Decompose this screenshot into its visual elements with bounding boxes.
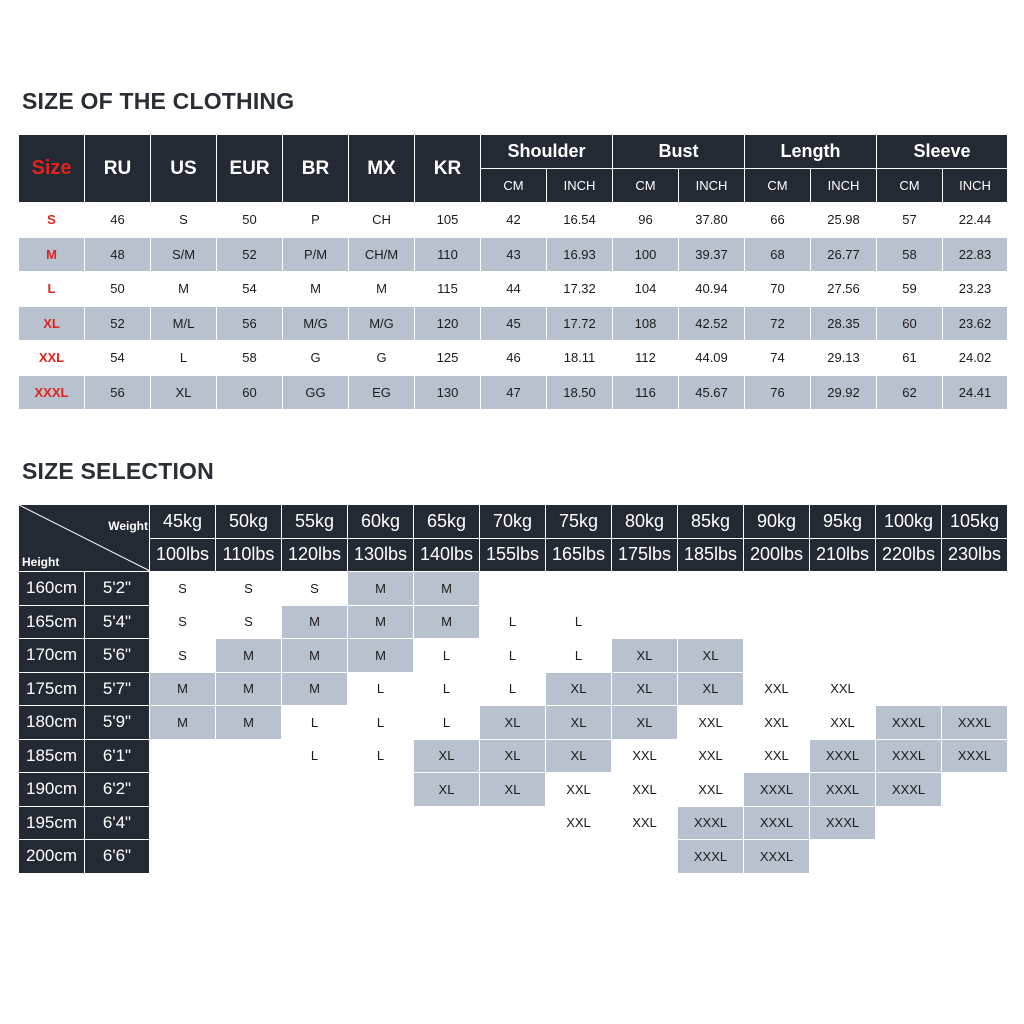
bust-inch-header: INCH [679, 169, 745, 203]
weight-kg-header: 70kg [480, 505, 546, 539]
br-header: BR [283, 135, 349, 203]
eur-header: EUR [217, 135, 283, 203]
weight-kg-header: 90kg [744, 505, 810, 539]
size-value-cell: S [151, 203, 217, 238]
size-value-cell: 74 [745, 341, 811, 376]
size-value-cell: 18.50 [547, 375, 613, 409]
size-recommendation-cell: XXL [612, 773, 678, 807]
size-recommendation-cell: XL [678, 639, 744, 673]
size-recommendation-cell: XXL [612, 739, 678, 773]
length-cm-header: CM [745, 169, 811, 203]
shoulder-inch-header: INCH [547, 169, 613, 203]
mx-header: MX [349, 135, 415, 203]
weight-lbs-header: 230lbs [942, 538, 1008, 572]
size-recommendation-cell: XXXL [744, 806, 810, 840]
weight-lbs-header: 185lbs [678, 538, 744, 572]
size-value-cell: 60 [877, 306, 943, 341]
size-value-cell: 42.52 [679, 306, 745, 341]
size-row [19, 272, 1008, 307]
size-value-cell: 45 [481, 306, 547, 341]
ru-header: RU [85, 135, 151, 203]
size-value-cell: 43 [481, 237, 547, 272]
size-recommendation-cell: S [150, 572, 216, 606]
sleeve-inch-header: INCH [943, 169, 1008, 203]
size-recommendation-cell: L [348, 672, 414, 706]
us-header: US [151, 135, 217, 203]
size-value-cell: 108 [613, 306, 679, 341]
size-recommendation-cell [810, 840, 876, 874]
size-value-cell: 58 [217, 341, 283, 376]
weight-kg-header: 95kg [810, 505, 876, 539]
size-recommendation-cell [150, 773, 216, 807]
size-value-cell: 112 [613, 341, 679, 376]
size-recommendation-cell [942, 806, 1008, 840]
size-recommendation-cell [942, 572, 1008, 606]
size-value-cell: 56 [217, 306, 283, 341]
size-label-cell: XL [19, 306, 85, 341]
size-value-cell: P/M [283, 237, 349, 272]
size-recommendation-cell: S [150, 605, 216, 639]
size-recommendation-cell: XXXL [942, 739, 1008, 773]
size-value-cell: 100 [613, 237, 679, 272]
size-recommendation-cell: M [348, 605, 414, 639]
weight-lbs-header: 175lbs [612, 538, 678, 572]
size-value-cell: M/G [283, 306, 349, 341]
size-value-cell: 105 [415, 203, 481, 238]
size-recommendation-cell: L [414, 706, 480, 740]
size-recommendation-cell [348, 806, 414, 840]
size-value-cell: 17.72 [547, 306, 613, 341]
size-value-cell: 26.77 [811, 237, 877, 272]
size-value-cell: 116 [613, 375, 679, 409]
size-value-cell: 61 [877, 341, 943, 376]
size-recommendation-cell: XL [612, 706, 678, 740]
size-value-cell: 48 [85, 237, 151, 272]
height-row [19, 605, 1008, 639]
size-recommendation-cell [282, 773, 348, 807]
size-label-cell: M [19, 237, 85, 272]
size-recommendation-cell [216, 840, 282, 874]
size-recommendation-cell: XXL [744, 739, 810, 773]
size-value-cell: 76 [745, 375, 811, 409]
size-value-cell: 50 [217, 203, 283, 238]
height-row [19, 639, 1008, 673]
size-label-cell: XXL [19, 341, 85, 376]
size-value-cell: 72 [745, 306, 811, 341]
size-label-cell: XXXL [19, 375, 85, 409]
height-cm-header: 175cm [19, 672, 85, 706]
size-value-cell: CH/M [349, 237, 415, 272]
size-value-cell: M/L [151, 306, 217, 341]
height-row [19, 672, 1008, 706]
size-recommendation-cell: XXXL [810, 739, 876, 773]
size-value-cell: M/G [349, 306, 415, 341]
size-value-cell: 46 [481, 341, 547, 376]
size-recommendation-cell [216, 806, 282, 840]
sleeve-cm-header: CM [877, 169, 943, 203]
weight-kg-header: 45kg [150, 505, 216, 539]
size-value-cell: M [151, 272, 217, 307]
height-ft-header: 6'1" [85, 739, 150, 773]
size-value-cell: 130 [415, 375, 481, 409]
weight-kg-header: 55kg [282, 505, 348, 539]
size-recommendation-cell [810, 572, 876, 606]
size-recommendation-cell [414, 840, 480, 874]
size-recommendation-cell: XXL [810, 706, 876, 740]
size-recommendation-cell: XL [546, 706, 612, 740]
size-value-cell: 18.11 [547, 341, 613, 376]
height-ft-header: 5'9" [85, 706, 150, 740]
height-cm-header: 160cm [19, 572, 85, 606]
weight-lbs-header: 120lbs [282, 538, 348, 572]
size-chart-table [18, 135, 1008, 409]
bust-header: Bust [613, 135, 745, 169]
weight-lbs-header: 200lbs [744, 538, 810, 572]
size-value-cell: G [283, 341, 349, 376]
size-recommendation-cell [216, 739, 282, 773]
size-recommendation-cell: XL [678, 672, 744, 706]
size-value-cell: 46 [85, 203, 151, 238]
size-value-cell: 16.54 [547, 203, 613, 238]
height-ft-header: 5'4" [85, 605, 150, 639]
weight-kg-header: 100kg [876, 505, 942, 539]
size-value-cell: 25.98 [811, 203, 877, 238]
size-recommendation-cell: L [348, 739, 414, 773]
size-value-cell: 70 [745, 272, 811, 307]
size-recommendation-cell [942, 605, 1008, 639]
size-recommendation-cell [282, 806, 348, 840]
size-recommendation-cell: M [150, 706, 216, 740]
size-recommendation-cell [150, 840, 216, 874]
size-value-cell: S/M [151, 237, 217, 272]
size-recommendation-cell: XXL [744, 672, 810, 706]
size-recommendation-cell: L [282, 706, 348, 740]
size-value-cell: 16.93 [547, 237, 613, 272]
size-value-cell: 125 [415, 341, 481, 376]
size-selection-title: SIZE SELECTION [22, 458, 214, 484]
size-recommendation-cell [150, 806, 216, 840]
size-recommendation-cell: L [348, 706, 414, 740]
size-value-cell: 52 [217, 237, 283, 272]
size-recommendation-cell [150, 739, 216, 773]
size-value-cell: 120 [415, 306, 481, 341]
weight-kg-header: 50kg [216, 505, 282, 539]
height-row [19, 572, 1008, 606]
size-recommendation-cell: XL [480, 739, 546, 773]
size-recommendation-cell: M [216, 672, 282, 706]
size-recommendation-cell [876, 605, 942, 639]
size-recommendation-cell: L [282, 739, 348, 773]
size-recommendation-cell: XXXL [744, 773, 810, 807]
size-recommendation-cell: XXL [810, 672, 876, 706]
size-recommendation-cell: S [282, 572, 348, 606]
height-row [19, 706, 1008, 740]
size-recommendation-cell: M [348, 639, 414, 673]
size-recommendation-cell [480, 840, 546, 874]
size-value-cell: 29.13 [811, 341, 877, 376]
size-recommendation-cell [480, 806, 546, 840]
size-value-cell: 44.09 [679, 341, 745, 376]
size-recommendation-cell: XXL [678, 773, 744, 807]
size-recommendation-cell: M [282, 605, 348, 639]
size-recommendation-cell: L [480, 672, 546, 706]
size-value-cell: 52 [85, 306, 151, 341]
size-recommendation-cell [810, 639, 876, 673]
size-value-cell: P [283, 203, 349, 238]
size-recommendation-cell [876, 840, 942, 874]
size-value-cell: 47 [481, 375, 547, 409]
height-cm-header: 195cm [19, 806, 85, 840]
height-label: Height [22, 555, 60, 569]
size-value-cell: 23.23 [943, 272, 1008, 307]
size-recommendation-cell: L [480, 605, 546, 639]
size-recommendation-cell [612, 605, 678, 639]
size-recommendation-cell: XL [612, 672, 678, 706]
size-value-cell: 24.41 [943, 375, 1008, 409]
size-selection-table [18, 504, 1008, 874]
size-value-cell: 44 [481, 272, 547, 307]
size-recommendation-cell: XXL [678, 739, 744, 773]
size-recommendation-cell [678, 572, 744, 606]
size-value-cell: GG [283, 375, 349, 409]
bust-cm-header: CM [613, 169, 679, 203]
size-value-cell: 42 [481, 203, 547, 238]
size-recommendation-cell [876, 672, 942, 706]
size-recommendation-cell: XXL [744, 706, 810, 740]
height-ft-header: 5'6" [85, 639, 150, 673]
size-row [19, 341, 1008, 376]
size-row [19, 203, 1008, 238]
height-row [19, 806, 1008, 840]
weight-kg-header: 65kg [414, 505, 480, 539]
sleeve-header: Sleeve [877, 135, 1008, 169]
size-recommendation-cell: XL [414, 739, 480, 773]
height-ft-header: 6'6" [85, 840, 150, 874]
height-row [19, 739, 1008, 773]
size-recommendation-cell: XXXL [876, 773, 942, 807]
size-recommendation-cell: XXL [546, 806, 612, 840]
size-value-cell: 23.62 [943, 306, 1008, 341]
size-value-cell: 22.83 [943, 237, 1008, 272]
size-value-cell: 57 [877, 203, 943, 238]
weight-lbs-header: 210lbs [810, 538, 876, 572]
size-value-cell: 96 [613, 203, 679, 238]
size-recommendation-cell: S [150, 639, 216, 673]
size-recommendation-cell: S [216, 605, 282, 639]
size-recommendation-cell [942, 639, 1008, 673]
size-recommendation-cell [612, 572, 678, 606]
size-recommendation-cell: XXL [546, 773, 612, 807]
size-value-cell: 115 [415, 272, 481, 307]
size-recommendation-cell: XXXL [810, 773, 876, 807]
weight-lbs-header: 165lbs [546, 538, 612, 572]
height-row [19, 773, 1008, 807]
size-recommendation-cell: M [150, 672, 216, 706]
weight-label: Weight [108, 519, 148, 533]
height-ft-header: 5'7" [85, 672, 150, 706]
size-value-cell: 24.02 [943, 341, 1008, 376]
size-recommendation-cell [546, 840, 612, 874]
weight-lbs-header: 100lbs [150, 538, 216, 572]
weight-lbs-header: 130lbs [348, 538, 414, 572]
size-value-cell: 58 [877, 237, 943, 272]
size-value-cell: 66 [745, 203, 811, 238]
size-recommendation-cell [876, 806, 942, 840]
shoulder-header: Shoulder [481, 135, 613, 169]
size-recommendation-cell: M [216, 706, 282, 740]
size-recommendation-cell: XXXL [678, 806, 744, 840]
size-recommendation-cell [942, 840, 1008, 874]
size-value-cell: L [151, 341, 217, 376]
size-value-cell: 22.44 [943, 203, 1008, 238]
size-recommendation-cell: XXXL [810, 806, 876, 840]
size-recommendation-cell: L [414, 639, 480, 673]
size-value-cell: XL [151, 375, 217, 409]
size-value-cell: 54 [217, 272, 283, 307]
size-recommendation-cell: XXXL [942, 706, 1008, 740]
height-cm-header: 180cm [19, 706, 85, 740]
size-value-cell: 68 [745, 237, 811, 272]
size-recommendation-cell [348, 773, 414, 807]
size-row [19, 306, 1008, 341]
size-value-cell: G [349, 341, 415, 376]
size-value-cell: 50 [85, 272, 151, 307]
weight-lbs-header: 220lbs [876, 538, 942, 572]
height-row [19, 840, 1008, 874]
size-value-cell: 110 [415, 237, 481, 272]
size-row [19, 237, 1008, 272]
size-recommendation-cell [546, 572, 612, 606]
size-header: Size [19, 135, 85, 203]
size-recommendation-cell: L [546, 639, 612, 673]
size-recommendation-cell: M [414, 572, 480, 606]
size-recommendation-cell [414, 806, 480, 840]
size-recommendation-cell: XL [546, 672, 612, 706]
size-recommendation-cell: M [282, 672, 348, 706]
weight-kg-header: 60kg [348, 505, 414, 539]
size-recommendation-cell: M [414, 605, 480, 639]
height-cm-header: 170cm [19, 639, 85, 673]
height-ft-header: 6'2" [85, 773, 150, 807]
size-value-cell: 27.56 [811, 272, 877, 307]
size-label-cell: L [19, 272, 85, 307]
shoulder-cm-header: CM [481, 169, 547, 203]
size-recommendation-cell: L [546, 605, 612, 639]
size-recommendation-cell [744, 639, 810, 673]
size-recommendation-cell [876, 639, 942, 673]
size-recommendation-cell: L [414, 672, 480, 706]
size-value-cell: 39.37 [679, 237, 745, 272]
size-recommendation-cell [612, 840, 678, 874]
height-ft-header: 5'2" [85, 572, 150, 606]
size-recommendation-cell [810, 605, 876, 639]
height-cm-header: 165cm [19, 605, 85, 639]
size-label-cell: S [19, 203, 85, 238]
size-recommendation-cell: XXXL [876, 739, 942, 773]
height-cm-header: 185cm [19, 739, 85, 773]
height-ft-header: 6'4" [85, 806, 150, 840]
height-cm-header: 190cm [19, 773, 85, 807]
size-row [19, 375, 1008, 409]
size-value-cell: 40.94 [679, 272, 745, 307]
size-value-cell: 17.32 [547, 272, 613, 307]
size-recommendation-cell [744, 605, 810, 639]
weight-lbs-header: 155lbs [480, 538, 546, 572]
kr-header: KR [415, 135, 481, 203]
size-value-cell: M [283, 272, 349, 307]
size-value-cell: 60 [217, 375, 283, 409]
size-recommendation-cell: L [480, 639, 546, 673]
size-recommendation-cell: M [348, 572, 414, 606]
size-value-cell: EG [349, 375, 415, 409]
size-recommendation-cell: XXL [678, 706, 744, 740]
size-recommendation-cell [942, 773, 1008, 807]
corner-header [19, 505, 150, 572]
size-recommendation-cell [348, 840, 414, 874]
size-value-cell: 29.92 [811, 375, 877, 409]
size-value-cell: 104 [613, 272, 679, 307]
length-header: Length [745, 135, 877, 169]
size-value-cell: 59 [877, 272, 943, 307]
weight-kg-header: 75kg [546, 505, 612, 539]
size-recommendation-cell [744, 572, 810, 606]
size-value-cell: 37.80 [679, 203, 745, 238]
size-value-cell: M [349, 272, 415, 307]
size-value-cell: 62 [877, 375, 943, 409]
size-recommendation-cell: XXXL [876, 706, 942, 740]
size-recommendation-cell: XL [414, 773, 480, 807]
size-value-cell: 56 [85, 375, 151, 409]
size-recommendation-cell: XL [546, 739, 612, 773]
size-selection-body [19, 572, 1008, 874]
size-of-clothing-title: SIZE OF THE CLOTHING [22, 88, 295, 114]
size-recommendation-cell [480, 572, 546, 606]
size-recommendation-cell [876, 572, 942, 606]
size-recommendation-cell [678, 605, 744, 639]
size-recommendation-cell: M [216, 639, 282, 673]
size-recommendation-cell: XXXL [744, 840, 810, 874]
size-value-cell: 54 [85, 341, 151, 376]
size-recommendation-cell: XXL [612, 806, 678, 840]
weight-lbs-header: 140lbs [414, 538, 480, 572]
height-cm-header: 200cm [19, 840, 85, 874]
size-recommendation-cell [282, 840, 348, 874]
size-value-cell: 45.67 [679, 375, 745, 409]
size-value-cell: 28.35 [811, 306, 877, 341]
weight-lbs-header: 110lbs [216, 538, 282, 572]
weight-kg-header: 105kg [942, 505, 1008, 539]
size-recommendation-cell: XL [480, 706, 546, 740]
length-inch-header: INCH [811, 169, 877, 203]
size-recommendation-cell: XL [480, 773, 546, 807]
size-recommendation-cell: S [216, 572, 282, 606]
weight-kg-header: 85kg [678, 505, 744, 539]
size-recommendation-cell [216, 773, 282, 807]
size-recommendation-cell [942, 672, 1008, 706]
weight-kg-header: 80kg [612, 505, 678, 539]
size-value-cell: CH [349, 203, 415, 238]
size-chart-body [19, 203, 1008, 410]
size-recommendation-cell: M [282, 639, 348, 673]
size-recommendation-cell: XXXL [678, 840, 744, 874]
size-recommendation-cell: XL [612, 639, 678, 673]
